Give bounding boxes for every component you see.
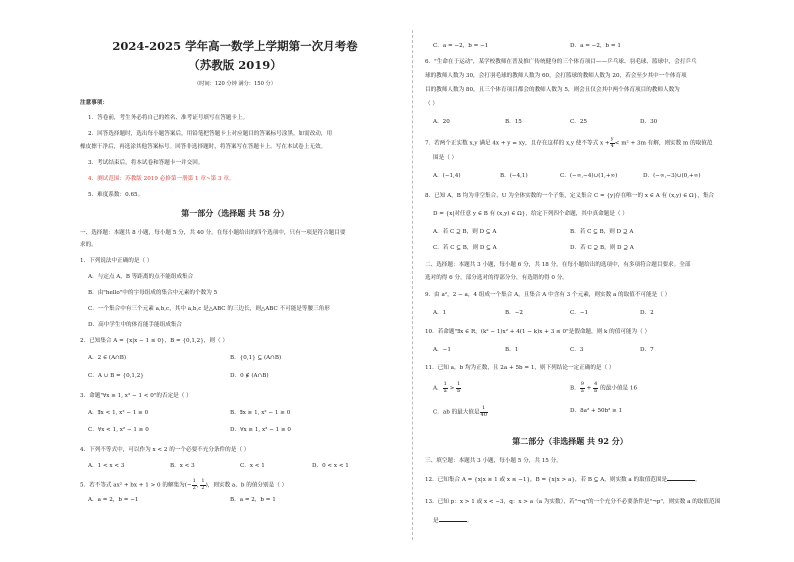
q11-c-f-num: 1 [480,406,488,413]
q6-option-a: A．20 [433,119,450,125]
q11-c-f-den: 40 [480,411,487,418]
exam-subtitle: （苏教版 2019） [188,58,282,72]
q8-option-a: A．若 C ⊇ B，则 D ⊆ A [433,229,497,235]
q5-option-a: A．a = 2，b = −1 [88,497,139,503]
q11-option-d: D．8a² + 50b² ≥ 1 [570,408,623,414]
q10-option-b: B．1 [505,347,519,353]
question-6-line-3: 目的教师人数为 80，且三个体育项目都会的教师人数为 5，则会且仅会其中两个体育项目的教师人数为 [425,87,680,93]
q11-b-f2-den: b [594,387,598,394]
q2-option-b: B．{0,1} ⊆ (A∩B) [230,355,282,361]
q7-option-d: D．(−∞,−3)∪(0,+∞) [643,173,701,179]
question-6-line-1: 6．"生命在于运动"，某学校教师在普及推广传统健身的三个体育项目——乒乓球、羽毛球、篮球中，会打乒乓 [425,59,697,65]
q7-option-c: C．(−∞,−4)∪(1,+∞) [560,173,618,179]
question-3: 3．命题"∀x ≥ 1, x² − 1 < 0"的否定是（ ） [80,393,192,399]
q10-option-a: A．−1 [433,347,451,353]
q11-b-tail: 的最小值是 16 [598,385,638,392]
q4-option-c: C．x < 1 [240,463,265,469]
q5-frac2-den: 2 [201,484,205,491]
q7-stem-end: < m² + 3m 有解，则实数 m 的取值范 [614,140,713,147]
q5-option-c: C．a = −2，b = −1 [433,43,489,49]
q13-stem-cont: 是 [433,518,439,524]
question-6-line-4: （ ） [425,101,438,107]
q11-a-f1-num: 1 [443,381,447,387]
question-6-line-2: 球的教师人数为 30，会打羽毛球的教师人数为 60，会打篮球的教师人数为 20，若会至少其中一个体育项 [425,73,687,79]
question-11: 11．已知 a，b 均为正数，且 2a + 5b = 1，则下列结论一定正确的是（ ） [425,365,615,371]
q5-frac2-num: 1 [201,478,205,484]
note-5: 5．难度系数：0.65。 [88,192,144,198]
q12-end: 。 [695,477,701,483]
exam-meta: （时间：120 分钟 满分：150 分） [194,81,276,87]
question-4: 4．下列不等式中，可以作为 x < 2 的一个必要不充分条件的是（ ） [80,447,250,453]
q6-option-b: B．15 [505,119,522,125]
q5-stem-end: ，则实数 a、b 的值分别是（ ） [207,482,288,489]
q5-option-b: B．a = 2，b = 1 [230,497,276,503]
q11-c-frac [480,406,488,418]
q2-option-c: C．A ∪ B = {0,1,2} [88,373,144,379]
q8-option-d: D．若 C ⊇ B，则 D ⊇ A [570,245,634,251]
q11-b-op: + [584,385,594,392]
q12-stem: 12．已知集合 A = {x|x ≥ 1 或 x ≤ −1}，B = {x|x > a}，若 B ⊆ A，则实数 a 的取值范围是 [425,477,668,483]
q4-option-b: B．x < 3 [170,463,195,469]
q11-b-f1-num: 9 [580,381,584,387]
note-3: 3．考试结束后，将本试卷和答题卡一并交回。 [88,160,204,166]
q9-option-b: B．−2 [505,310,523,316]
question-7 [425,137,712,149]
q5-paren-right: ) [205,482,208,489]
question-8-line-1: 8．已知 A，B 均为非空集合，U 为全体实数的一个子集，定义集合 C = {y|存在唯一的 x ∈ A 有 (x,y) ∈ Ω}，集合 [425,193,715,199]
q1-option-b: B．由"hello"中的字母组成的集合中元素的个数为 5 [88,290,218,296]
q11-a-frac-2 [456,382,461,394]
part2-intro: 三、填空题：本题共 3 小题，每小题 5 分，共 15 分。 [425,458,562,464]
q5-frac1-num: 1 [192,478,196,484]
question-10: 10．若命题"∃x ∈ R，(k² − 1)x² + 4(1 − k)x + 3 ≤ 0"是假命题，则 k 的值可能为（ ） [425,329,651,335]
q1-option-d: D．高中学生中的体育能手能组成集合 [88,322,182,328]
q13-answer-blank[interactable] [439,516,467,522]
q3-option-c: C．∀x < 1, x² − 1 ≥ 0 [88,427,149,433]
q11-a-f2-num: 1 [457,381,461,387]
q5-comma: , [196,482,201,489]
q12-answer-blank[interactable] [667,475,695,481]
q1-option-c: C．一个集合中有三个元素 a,b,c，其中 a,b,c 是△ABC 的三边长，则△ABC 不可能是等腰三角形 [88,306,330,312]
q6-option-d: D．30 [640,119,658,125]
q1-option-a: A．与定点 A，B 等距离的点不能组成集合 [88,274,194,280]
q9-option-a: A．1 [433,310,447,316]
question-7-line-2: 围是（ ） [433,155,458,161]
q5-stem: 5．若不等式 ax² + bx + 1 > 0 的解集为 [80,482,185,489]
q3-option-a: A．∃x < 1, x² − 1 ≥ 0 [88,410,149,416]
question-5 [80,479,287,491]
q11-b-label: B． [570,385,580,392]
q5-paren-left: (− [184,482,192,489]
note-2-cont: 橡皮擦干净后，再选涂其他答案标号。回答非选择题时，将答案写在答题卡上。写在本试卷上无效。 [80,144,327,150]
q3-option-b: B．∃x ≥ 1, x² − 1 ≥ 0 [230,410,291,416]
part1-intro-cont: 求的。 [80,242,97,248]
q2-option-d: D．0 ∉ (A∩B) [230,373,269,379]
q11-a-op: > [447,385,457,392]
q11-option-b [570,382,637,394]
question-12 [425,475,701,484]
q11-option-c [433,406,488,418]
q11-a-f1-den: a [443,387,447,394]
question-13-line-2 [433,516,472,525]
question-2: 2．已知集合 A = {x|x − 1 ≤ 0}，B = {0,1,2}，则（ ） [80,338,228,344]
q10-option-c: C．3 [570,347,584,353]
q10-option-d: D．7 [640,347,654,353]
part1-title: 第一部分（选择题 共 58 分） [181,208,289,218]
q7-frac-den: 4 [610,142,614,149]
q2-option-a: A．2 ∈ (A∩B) [88,355,127,361]
q11-a-f2-den: b [457,387,461,394]
q7-stem: 7．若两个正实数 x,y 满足 4x + y = xy，且存在这样的 x,y 使不等式 x + [425,140,610,147]
note-4: 4．测试范围：苏教版 2019 必修第一册第 1 章~第 3 章。 [88,176,235,182]
note-1: 1．答卷前，考生务必将自己的姓名、准考证号填写在答题卡上。 [88,115,249,121]
q11-a-label: A． [433,385,443,392]
q11-b-f2-num: 4 [594,381,598,387]
question-8-line-2: D = {x|对任意 y ∈ B 有 (x,y) ∈ Ω}，给定下列四个命题，其中真命题是（ ） [433,211,628,217]
part1b-intro-cont: 选对的得 6 分，部分选对的得部分分，有选错的得 0 分。 [425,275,568,281]
notes-title: 注意事项： [80,100,108,106]
part2-title: 第二部分（非选择题 共 92 分） [512,436,628,446]
q11-option-a [433,382,461,394]
q11-b-f1-den: a [580,387,584,394]
q11-c-label: C．ab 的最大值是 [433,409,480,416]
q3-option-d: D．∀x ≥ 1, x² − 1 ≥ 0 [230,427,291,433]
question-1: 1．下列说法中正确的是（ ） [80,258,153,264]
part1-intro: 一、选择题：本题共 8 小题，每小题 5 分，共 40 分。在每小题给出的四个选项中，只有一项是符合题目要 [80,230,346,236]
q5-option-d: D．a = −2，b = 1 [570,43,621,49]
q9-option-d: D．2 [640,310,654,316]
column-divider [412,30,413,540]
q8-option-c: C．若 C ⊆ B，则 D ⊆ A [433,245,497,251]
q7-option-b: B．(−4,1) [500,173,528,179]
q7-option-a: A．(−1,4) [433,173,461,179]
q4-option-a: A．1 < x < 3 [88,463,125,469]
q5-frac1-den: 2 [192,484,196,491]
q4-option-d: D．0 < x < 1 [312,463,349,469]
q6-option-c: C．25 [570,119,587,125]
q8-option-b: B．若 C ⊆ B，则 D ⊇ A [570,229,634,235]
q7-frac-num: y [610,136,614,142]
part1b-intro: 二、选择题：本题共 3 小题，每小题 6 分，共 18 分。在每小题给出的选项中，有多项符合题目要求。全部 [425,262,691,268]
question-9: 9．由 a²，2 − a，4 组成一个集合 A，且集合 A 中含有 3 个元素，则实数 a 的取值不可能是（ ） [425,292,671,298]
q9-option-c: C．−1 [570,310,589,316]
exam-title: 2024-2025 学年高一数学上学期第一次月考卷 [112,39,358,53]
question-13: 13．已知 p：x > 1 或 x < −3，q：x > a（a 为实数），若"¬q"的一个充分不必要条件是"¬p"，则实数 a 的取值范围 [425,499,721,505]
note-2: 2．回答选择题时，选出每小题答案后，用铅笔把答题卡上对应题目的答案标号涂黑。如需改动，用 [88,131,333,137]
q13-end: 。 [466,518,473,524]
